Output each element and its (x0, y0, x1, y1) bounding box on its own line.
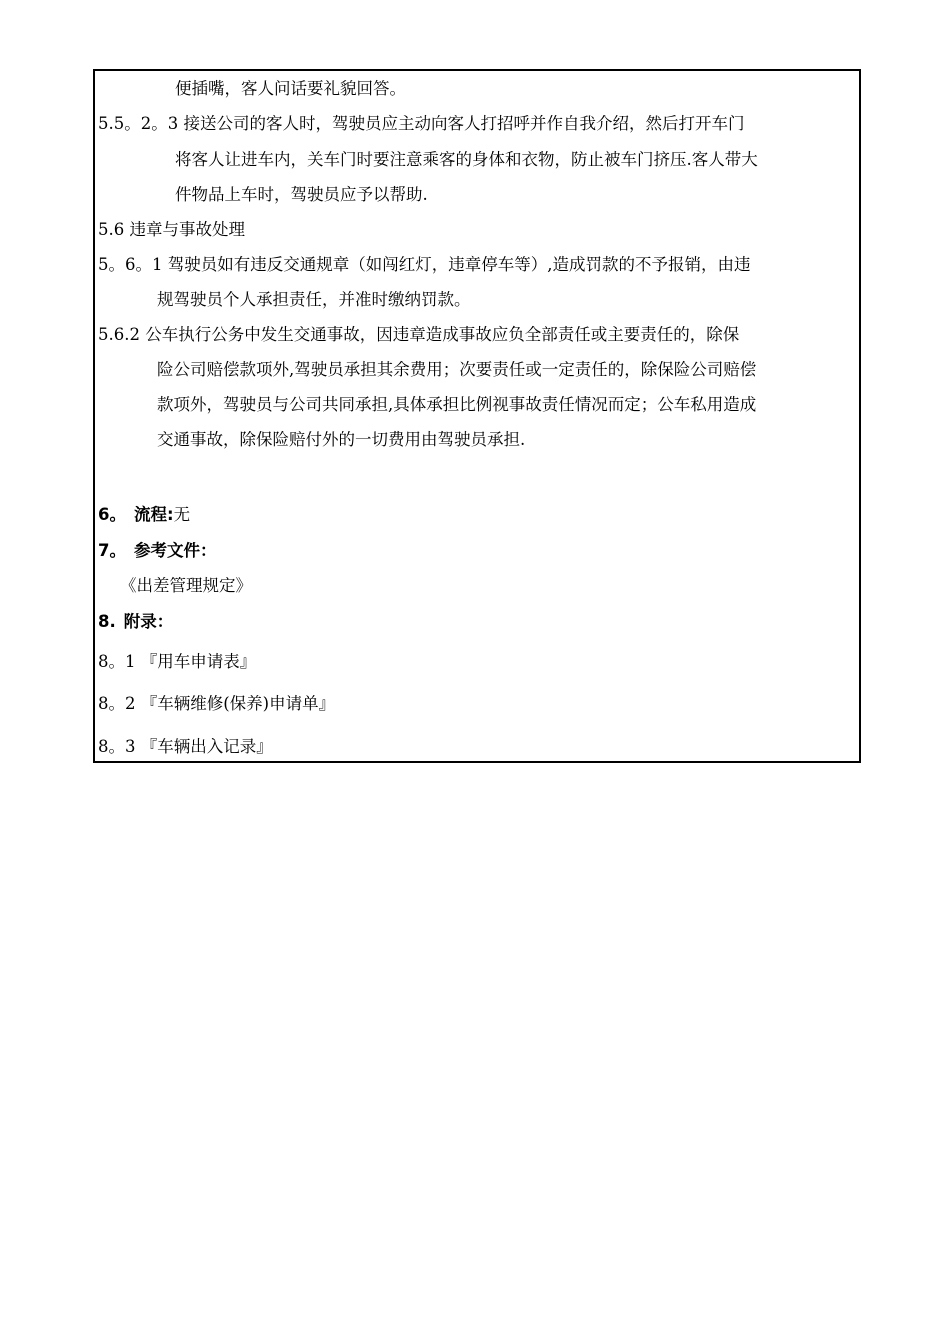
clause-5-5-2-3-line-1: 5.5。2。3 接送公司的客人时，驾驶员应主动向客人打招呼并作自我介绍，然后打开车门 (98, 114, 745, 133)
clause-5-6-2-line-2: 险公司赔偿款项外,驾驶员承担其余费用；次要责任或一定责任的，除保险公司赔偿 (157, 360, 757, 379)
section-7-number: 7。 (98, 541, 126, 560)
clause-5-6-2-line-1: 5.6.2 公车执行公务中发生交通事故，因违章造成事故应负全部责任或主要责任的，除保 (98, 325, 740, 344)
reference-document: 《出差管理规定》 (120, 576, 252, 595)
section-8-heading (98, 612, 173, 632)
clause-5-6-2-line-3: 款项外，驾驶员与公司共同承担,具体承担比例视事故责任情况而定；公车私用造成 (157, 395, 757, 414)
appendix-item: 8。2 『车辆维修(保养)申请单』 (98, 694, 336, 713)
section-7-heading (98, 541, 216, 561)
document-frame (93, 69, 861, 763)
paragraph-continuation: 便插嘴，客人问话要礼貌回答。 (175, 79, 406, 98)
heading-5-6: 5.6 违章与事故处理 (98, 220, 245, 239)
appendix-item: 8。3 『车辆出入记录』 (98, 737, 273, 756)
clause-5-6-1-line-2: 规驾驶员个人承担责任，并准时缴纳罚款。 (157, 290, 471, 309)
section-8-label: 附录： (123, 612, 174, 631)
section-8-number: 8. (98, 612, 116, 631)
section-6-heading (98, 505, 190, 525)
clause-5-6-2-line-4: 交通事故，除保险赔付外的一切费用由驾驶员承担. (157, 430, 526, 449)
clause-5-6-1-line-1: 5。6。1 驾驶员如有违反交通规章（如闯红灯，违章停车等）,造成罚款的不予报销，由违 (98, 255, 751, 274)
clause-5-5-2-3-line-3: 件物品上车时，驾驶员应予以帮助. (175, 185, 428, 204)
section-6-label: 流程: (133, 505, 174, 524)
appendix-item: 8。1 『用车申请表』 (98, 652, 257, 671)
section-6-number: 6。 (98, 505, 126, 524)
section-6-value: 无 (173, 505, 191, 524)
clause-5-5-2-3-line-2: 将客人让进车内，关车门时要注意乘客的身体和衣物，防止被车门挤压.客人带大 (175, 150, 758, 169)
section-7-label: 参考文件： (133, 541, 217, 560)
